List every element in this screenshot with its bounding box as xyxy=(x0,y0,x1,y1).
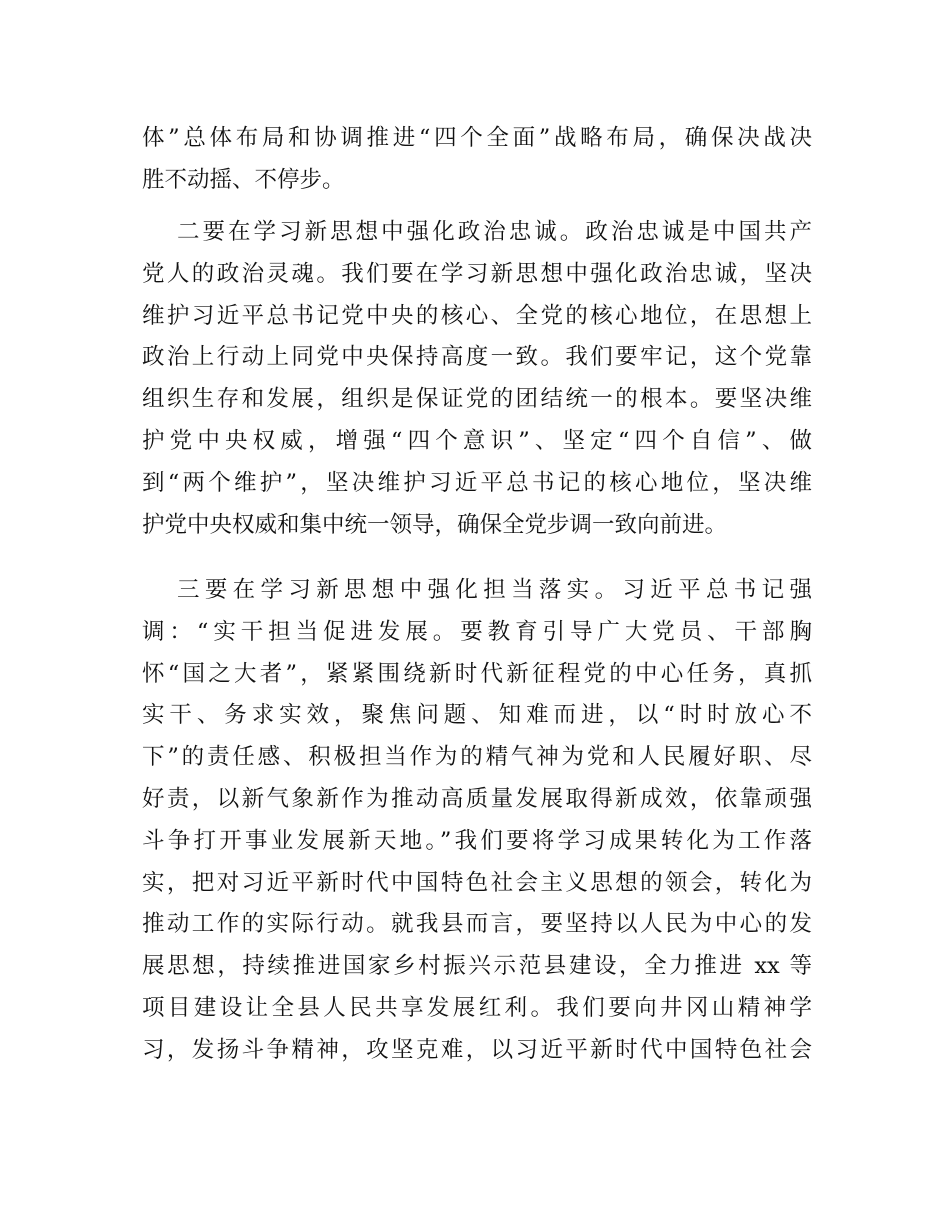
paragraph-line: 二要在学习新思想中强化政治忠诚。政治忠诚是中国共产 xyxy=(177,219,812,245)
paragraph-line: 斗争打开事业发展新天地。”我们要将学习成果转化为工作落 xyxy=(142,827,812,854)
paragraph-line: 三要在学习新思想中强化担当落实。习近平总书记强 xyxy=(177,577,812,603)
paragraph-line: 实干、务求实效，聚焦问题、知难而进，以“时时放心不 xyxy=(142,702,812,729)
paragraph-3 xyxy=(142,570,812,1072)
paragraph-line: 调：“实干担当促进发展。要教育引导广大党员、干部胸 xyxy=(142,618,812,645)
paragraph-line: 组织生存和发展，组织是保证党的团结统一的根本。要坚决维 xyxy=(142,386,812,413)
paragraph-line: 推动工作的实际行动。就我县而言，要坚持以人民为中心的发 xyxy=(142,911,812,938)
paragraph-line: 习，发扬斗争精神，攻坚克难，以习近平新时代中国特色社会 xyxy=(142,1036,812,1063)
paragraph-line: 到“两个维护”，坚决维护习近平总书记的核心地位，坚决维 xyxy=(142,469,812,496)
paragraph-line: 怀“国之大者”，紧紧围绕新时代新征程党的中心任务，真抓 xyxy=(142,660,812,687)
paragraph-line: 展思想，持续推进国家乡村振兴示范县建设，全力推进 xx 等 xyxy=(142,953,812,980)
paragraph-line: 政治上行动上同党中央保持高度一致。我们要牢记，这个党靠 xyxy=(142,344,812,371)
paragraph-line: 下”的责任感、积极担当作为的精气神为党和人民履好职、尽 xyxy=(142,744,812,771)
paragraph-line: 护党中央权威，增强“四个意识”、坚定“四个自信”、做 xyxy=(142,427,812,454)
paragraph-line: 党人的政治灵魂。我们要在学习新思想中强化政治忠诚，坚决 xyxy=(142,260,812,287)
paragraph-line: 实，把对习近平新时代中国特色社会主义思想的领会，转化为 xyxy=(142,869,812,896)
paragraph-line: 胜不动摇、不停步。 xyxy=(142,166,345,193)
paragraph-2 xyxy=(142,212,812,546)
paragraph-line: 好责，以新气象新作为推动高质量发展取得新成效，依靠顽强 xyxy=(142,785,812,812)
paragraph-line: 体”总体布局和协调推进“四个全面”战略布局，确保决战决 xyxy=(142,125,812,151)
paragraph-line: 项目建设让全县人民共享发展红利。我们要向井冈山精神学 xyxy=(142,994,812,1021)
paragraph-line: 护党中央权威和集中统一领导，确保全党步调一致向前进。 xyxy=(142,511,728,538)
paragraph-line: 维护习近平总书记党中央的核心、全党的核心地位，在思想上 xyxy=(142,302,812,329)
paragraph-1 xyxy=(142,118,812,202)
